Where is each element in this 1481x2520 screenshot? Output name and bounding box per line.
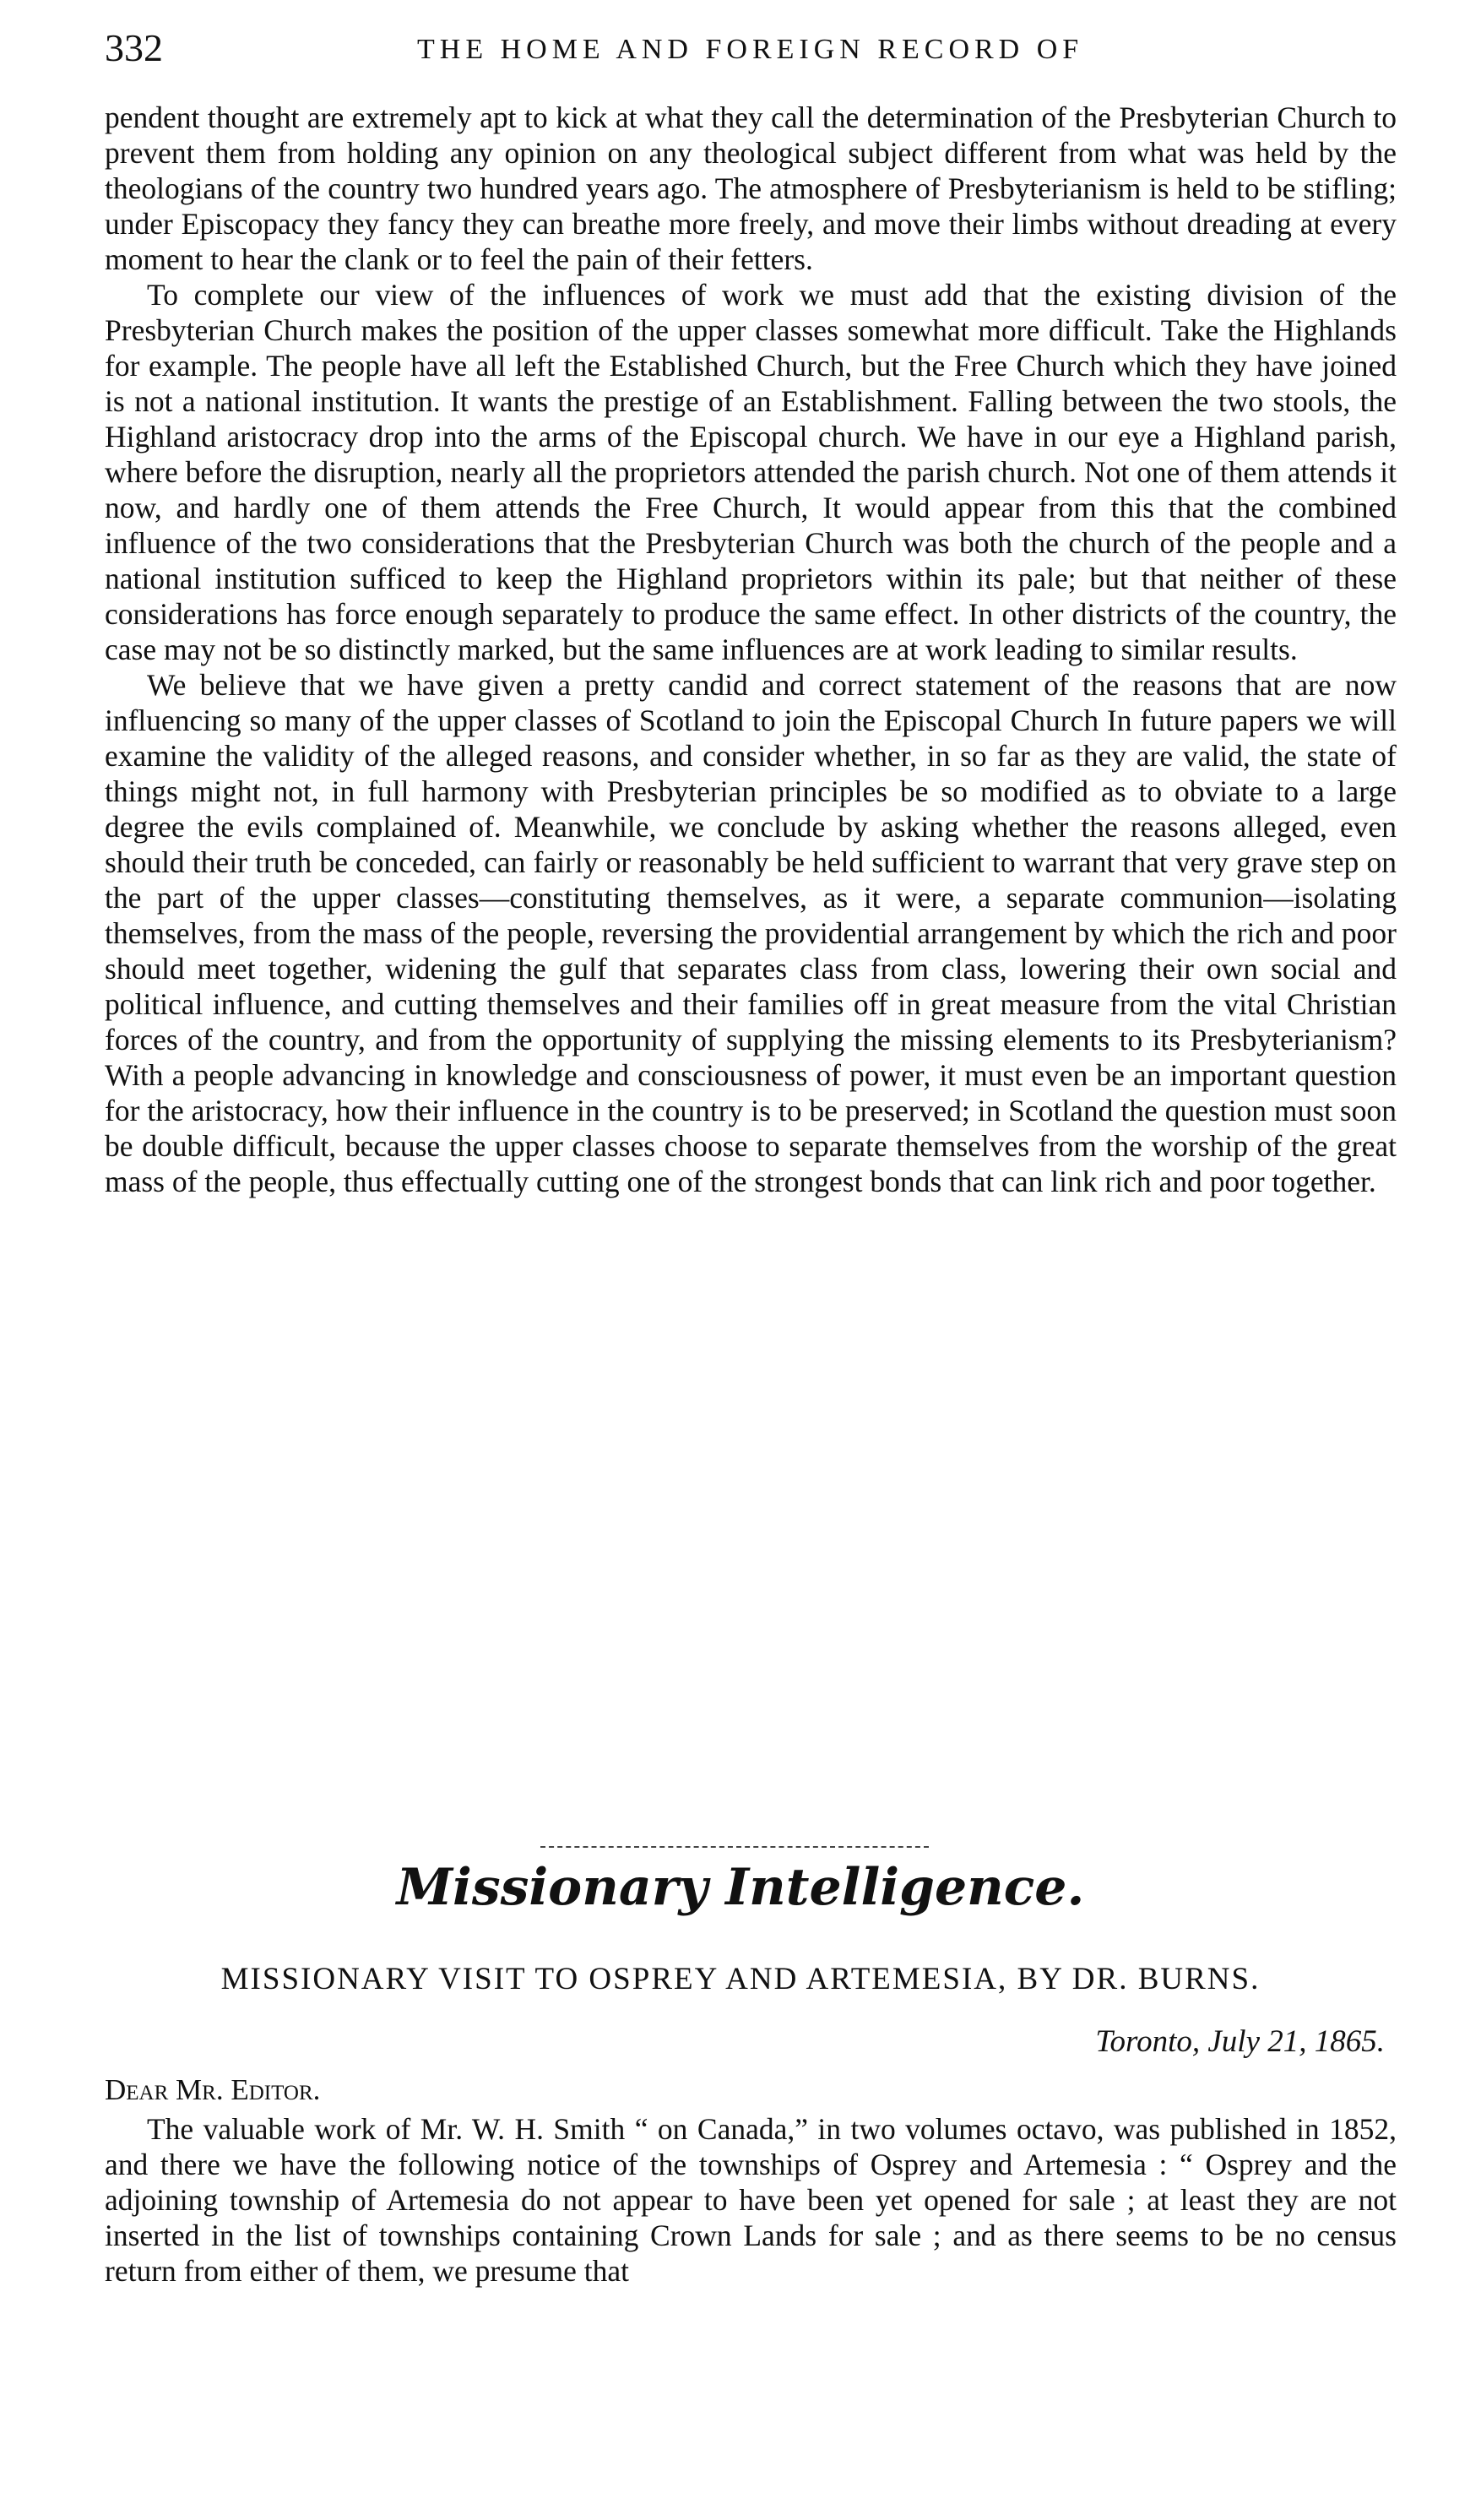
letter-paragraph: The valuable work of Mr. W. H. Smith “ on Canada,” in two volumes octavo, was published in 1852, and there we have the following notice of the townships of Osprey and Artemesia : “ Osprey and the adjoining township of Artemesia do not appear to have been yet opened for sale ; at least they are not inserted in the list of townships containing Crown Lands for sale ; and as there seems to be no census return from either of them, we presume that bbox=[105, 2112, 1397, 2288]
letter-body bbox=[105, 2111, 1397, 2289]
section-divider bbox=[540, 1839, 929, 1856]
dateline: Toronto, July 21, 1865. bbox=[1095, 2024, 1385, 2059]
paragraph: We believe that we have given a pretty candid and correct statement of the reasons that are now influencing so many of the upper classes of Scotland to join the Episcopal Church In future papers we will examine the validity of the alleged reasons, and consider whether, in so far as they are valid, the state of things might not, in full harmony with Presbyterian principles be so modified as to obviate to a large degree the evils complained of. Meanwhile, we conclude by asking whether the reasons alleged, even should their truth be conceded, can fairly or reasonably be held sufficient to warrant that very grave step on the part of the upper classes—constituting themselves, as it were, a separate communion—isolating themselves, from the mass of the people, reversing the providential arrangement by which the rich and poor should meet together, widening the gulf that separates class from class, lowering their own social and political influence, and cutting themselves and their families off in great measure from the vital Christian forces of the country, and from the opportunity of supplying the missing elements to its Presbyterianism? With a people advancing in knowledge and consciousness of power, it must even be an important question for the aristocracy, how their influence in the country is to be preserved; in Scotland the question must soon be double difficult, because the upper classes choose to separate themselves from the worship of the great mass of the people, thus effectually cutting one of the strongest bonds that can link rich and poor together. bbox=[105, 668, 1397, 1198]
article-title: MISSIONARY VISIT TO OSPREY AND ARTEMESIA, BY DR. BURNS. bbox=[220, 1962, 1261, 1996]
paragraph: To complete our view of the influences of work we must add that the existing division of the Presbyterian Church makes the position of the upper classes somewhat more difficult. Take the Highlands for example. The people have all left the Established Church, but the Free Church which they have joined is not a national institution. It wants the prestige of an Establishment. Falling between the two stools, the Highland aristocracy drop into the arms of the Episcopal church. We have in our eye a Highland parish, where before the disruption, nearly all the proprietors attended the parish church. Not one of them attends it now, and hardly one of them attends the Free Church, It would appear from this that the combined influence of the two considerations that the Presbyterian Church was both the church of the people and a national institution sufficed to keep the Highland proprietors within its pale; but that neither of these considerations has force enough separately to produce the same effect. In other districts of the country, the case may not be so distinctly marked, but the same influences are at work leading to similar results. bbox=[105, 278, 1397, 666]
page-header bbox=[105, 25, 1397, 84]
section-heading: Missionary Intelligence. bbox=[396, 1858, 1085, 1917]
page-number: 332 bbox=[105, 26, 163, 69]
article-body bbox=[105, 100, 1397, 1199]
salutation: Dear Mr. Editor. bbox=[105, 2073, 321, 2106]
running-head: THE HOME AND FOREIGN RECORD OF bbox=[417, 34, 1084, 65]
paragraph: pendent thought are extremely apt to kick at what they call the determination of the Presbyterian Church to prevent them from holding any opinion on any theological subject different from what was held by the theologians of the country two hundred years ago. The atmosphere of Presbyterianism is held to be stifling; under Episcopacy they fancy they can breathe more freely, and move their limbs without dreading at every moment to hear the clank or to feel the pain of their fetters. bbox=[105, 100, 1397, 276]
divider-rule bbox=[540, 1846, 929, 1848]
